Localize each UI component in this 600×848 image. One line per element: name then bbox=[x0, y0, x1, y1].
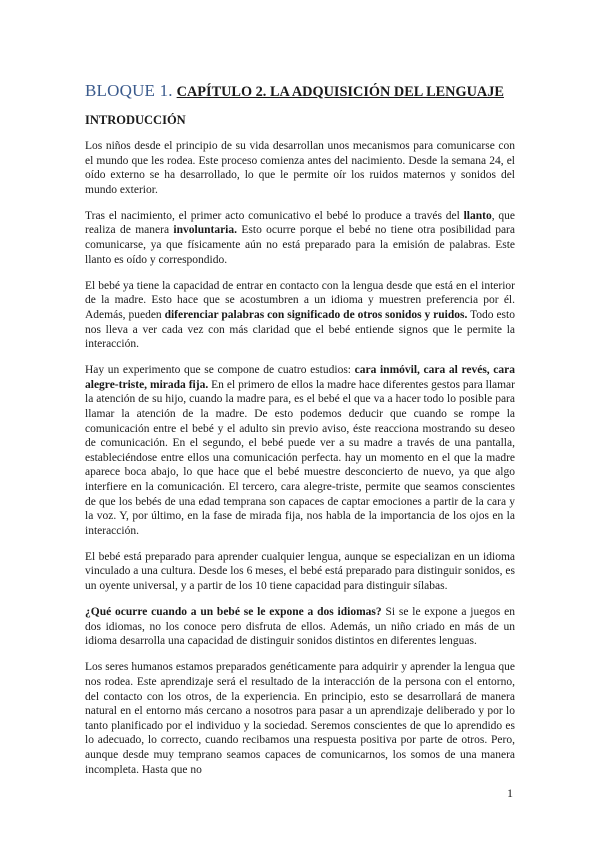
bold-term: cara inmóvil, cara al revés, cara alegre-triste, mirada fija. bbox=[85, 364, 516, 391]
paragraph: Los niños desde el principio de su vida desarrollan unos mecanismos para comunicarse con el mundo que les rodea. Este proceso comienza antes del nacimiento. Desde la semana 24, el oído externo se ha desarrollado, lo que le permite oír los ruidos maternos y sonidos del mundo exterior. bbox=[85, 140, 515, 196]
paragraph: El bebé está preparado para aprender cualquier lengua, aunque se especializan en un idioma vinculado a una cultura. Desde los 6 meses, el bebé está preparado para distinguir sonidos, es un oyente universal, y a partir de los 10 tiene capacidad para distinguir sílabas. bbox=[85, 550, 515, 593]
block-label: BLOQUE 1. bbox=[85, 81, 173, 100]
bold-question: ¿Qué ocurre cuando a un bebé se le expone a dos idiomas? bbox=[85, 606, 382, 619]
bold-term: llanto bbox=[463, 209, 492, 222]
paragraph: Hay un experimento que se compone de cuatro estudios: cara inmóvil, cara al revés, cara alegre-triste, mirada fija. En el primero de ellos la madre hace diferentes gestos para llamar la atención de su hijo, cuando la madre para, es el bebé el que va a hacer todo lo posible para llamar la atención de la madre. De esto podemos deducir que cuando se rompe la comunicación entre el bebé y el adulto sin previo aviso, éste reacciona mostrando su deseo de comunicación. En el segundo, el bebé puede ver a su madre a través de una pantalla, estableciéndose entre ellos una comunicación perfecta. hay un momento en el que la madre aparece boca abajo, lo que hace que el bebé muestre desconcierto de nuevo, ya que algo interfiere en la comunicación. El tercero, cara alegre-triste, permite que seamos conscientes de que los bebés de una edad temprana son capaces de captar emociones a partir de la cara y la voz. Y, por último, en la fase de mirada fija, nos habla de la importancia de los ojos en la interacción. bbox=[85, 364, 516, 537]
paragraph: Tras el nacimiento, el primer acto comunicativo el bebé lo produce a través del llanto, que realiza de manera involuntaria. Esto ocurre porque el bebé no tiene otra posibilidad para comunicarse, ya que físicamente aún no está preparado para la emisión de palabras. Este llanto es oído y correspondido. bbox=[85, 209, 515, 266]
document-page bbox=[85, 80, 515, 789]
bold-term: involuntaria. bbox=[173, 224, 238, 237]
chapter-title: CAPÍTULO 2. LA ADQUISICIÓN DEL LENGUAJE bbox=[176, 84, 504, 100]
paragraph: ¿Qué ocurre cuando a un bebé se le expone a dos idiomas? Si se le expone a juegos en dos idiomas, no los conoce pero disfruta de ellos. Además, un niño criado en más de un idioma desarrolla una capacidad de distinguir sonidos distintos en diferentes lenguas. bbox=[85, 606, 515, 648]
page-number: 1 bbox=[507, 786, 513, 800]
section-heading: INTRODUCCIÓN bbox=[85, 113, 186, 127]
paragraph: Los seres humanos estamos preparados genéticamente para adquirir y aprender la lengua que nos rodea. Este aprendizaje será el resultado de la interacción de la persona con el entorno, del contacto con los otros, de la experiencia. En principio, esto se desarrollará de manera natural en el entorno más cercano a nosotros para pasar a un aprendizaje deliberado y por lo tanto planificado por el individuo y la sociedad. Seremos conscientes de que lo aprendido es lo adecuado, lo correcto, cuando recibamos una respuesta positiva por parte de otros. Pero, aunque desde muy temprano seamos capaces de comunicarnos, los somos de una manera incompleta. Hasta que no bbox=[85, 661, 515, 776]
bold-term: diferenciar palabras con significado de otros sonidos y ruidos. bbox=[164, 308, 468, 321]
chapter-heading bbox=[85, 80, 515, 103]
paragraph: El bebé ya tiene la capacidad de entrar en contacto con la lengua desde que está en el interior de la madre. Esto hace que se acostumbren a un idioma y muestren preferencia por él. Además, pueden diferenciar palabras con significado de otros sonidos y ruidos. Todo esto nos lleva a ver cada vez con más claridad que el bebé entiende signos que le permite la interacción. bbox=[85, 279, 515, 351]
